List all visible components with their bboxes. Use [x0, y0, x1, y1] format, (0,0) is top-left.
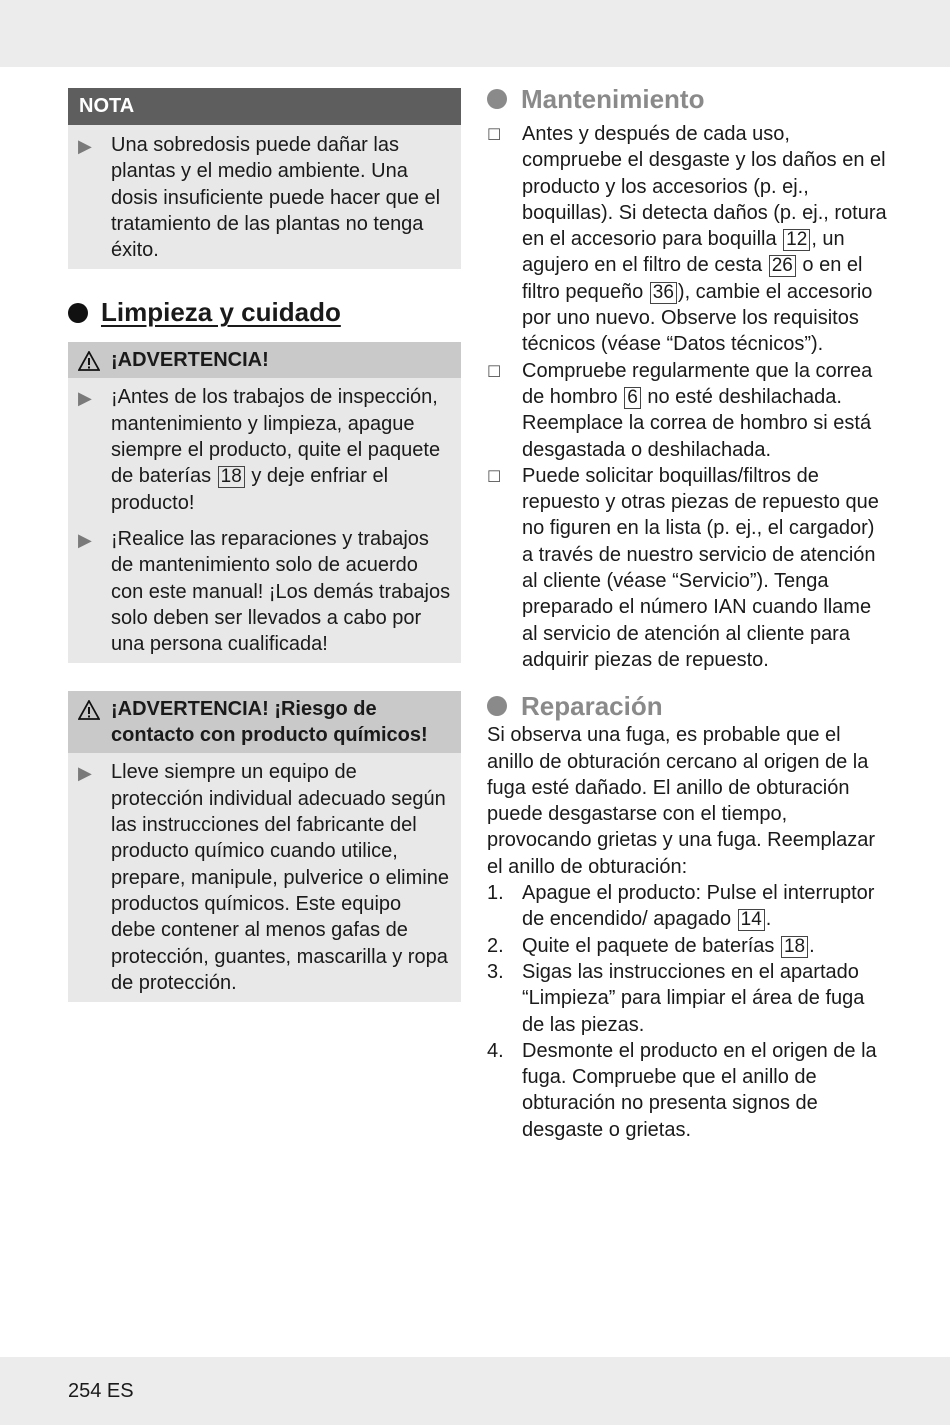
left-column: [68, 88, 461, 1002]
reparacion-step: 2. Quite el paquete de baterías 18 .: [487, 934, 815, 957]
warning-triangle-icon: [78, 347, 111, 373]
bullet-dot-icon: [68, 303, 88, 323]
reparacion-step: 1. Apague el producto: Pulse el interruptor de encendido/ apagado 14 .: [487, 882, 875, 931]
mantenimiento-item: ☐ Compruebe regularmente que la correa de hombro 6 no esté deshilachada. Reemplace la correa de hombro si está desgastada o deshilachada.: [487, 358, 887, 463]
mantenimiento-item: ☐ Puede solicitar boquillas/filtros de repuesto y otras piezas de repuesto que no figuren en la lista (p. ej., el cargador) a través de nuestro servicio de atención al cliente (véase “Servicio”). Tenga preparado el número IAN cuando llame al servicio de atención al cliente para adquirir piezas de repuesto.: [487, 463, 887, 673]
warning-triangle-icon: [78, 696, 111, 748]
reparacion-intro: Si observa una fuga, es probable que el anillo de obturación cercano al origen de la fuga esté dañado. El anillo de obturación puede desgastarse con el tiempo, provocando grietas y una fuga. Reemplazar el anillo de obturación:: [487, 724, 876, 878]
checkbox-square-icon: ☐: [487, 127, 502, 144]
reference-number: 18: [218, 466, 245, 488]
reference-number: 36: [650, 282, 677, 304]
section-heading-mantenimiento: Mantenimiento: [487, 80, 887, 118]
warning-title-1: ¡ADVERTENCIA!: [68, 342, 461, 378]
reference-number: 12: [783, 229, 810, 251]
reference-number: 6: [624, 387, 641, 409]
bullet-dot-icon: [487, 696, 507, 716]
warning-box-1: [68, 342, 461, 663]
section-heading-limpieza: Limpieza y cuidado: [68, 297, 461, 328]
reference-number: 14: [738, 909, 765, 931]
footer-band: [0, 1357, 950, 1425]
nota-box: [68, 88, 461, 269]
mantenimiento-item: ☐ Antes y después de cada uso, compruebe el desgaste y los daños en el producto y los accesorios (p. ej., boquillas). Si detecta daños (p. ej., rotura en el accesorio para boquilla 12 , un agujero en el filtro de cesta 26 o en el filtro pequeño 36 ), cambie el accesorio por uno nuevo. Observe los requisitos técnicos (véase “Datos técnicos”).: [487, 121, 887, 358]
reparacion-step: 3. Sigas las instrucciones en el apartado “Limpieza” para limpiar el área de fuga de las piezas.: [487, 960, 865, 1036]
nota-item: ▶ Una sobredosis puede dañar las plantas y el medio ambiente. Una dosis insuficiente puede hacer que el tratamiento de las plantas no tenga éxito.: [78, 132, 451, 263]
bullet-dot-icon: [487, 89, 507, 109]
section-heading-reparacion: Reparación: [487, 687, 887, 725]
warning1-item: ▶ ¡Realice las reparaciones y trabajos de mantenimiento solo de acuerdo con este manual! ¡Los demás trabajos solo deben ser llevados a cabo por una persona cualificada!: [78, 526, 451, 657]
reference-number: 18: [781, 936, 808, 958]
warning-title-2: ¡ADVERTENCIA! ¡Riesgo de contacto con producto químicos!: [68, 691, 461, 753]
warning2-item: ▶ Lleve siempre un equipo de protección individual adecuado según las instrucciones del fabricante del producto químico cuando utilice, prepare, manipule, pulverice o elimine productos químicos. Este equipo debe contener al menos gafas de protección, guantes, mascarilla y ropa de protección.: [78, 759, 451, 996]
warning-box-2: [68, 691, 461, 1002]
arrow-right-icon: ▶: [78, 529, 92, 550]
page-number: 254 ES: [68, 1380, 134, 1402]
header-band: [0, 0, 950, 67]
checkbox-square-icon: ☐: [487, 468, 502, 486]
checkbox-square-icon: ☐: [487, 363, 502, 381]
right-column: [487, 80, 887, 1143]
arrow-right-icon: ▶: [78, 763, 92, 784]
nota-title: NOTA: [68, 88, 461, 125]
reference-number: 26: [769, 255, 796, 277]
arrow-right-icon: ▶: [78, 136, 92, 156]
arrow-right-icon: ▶: [78, 388, 92, 409]
warning1-item: ▶ ¡Antes de los trabajos de inspección, mantenimiento y limpieza, apague siempre el producto, quite el paquete de baterías 18 y deje enfriar el producto!: [78, 384, 451, 515]
reparacion-step: 4. Desmonte el producto en el origen de la fuga. Compruebe que el anillo de obturación no presenta signos de desgaste o grietas.: [487, 1039, 877, 1141]
